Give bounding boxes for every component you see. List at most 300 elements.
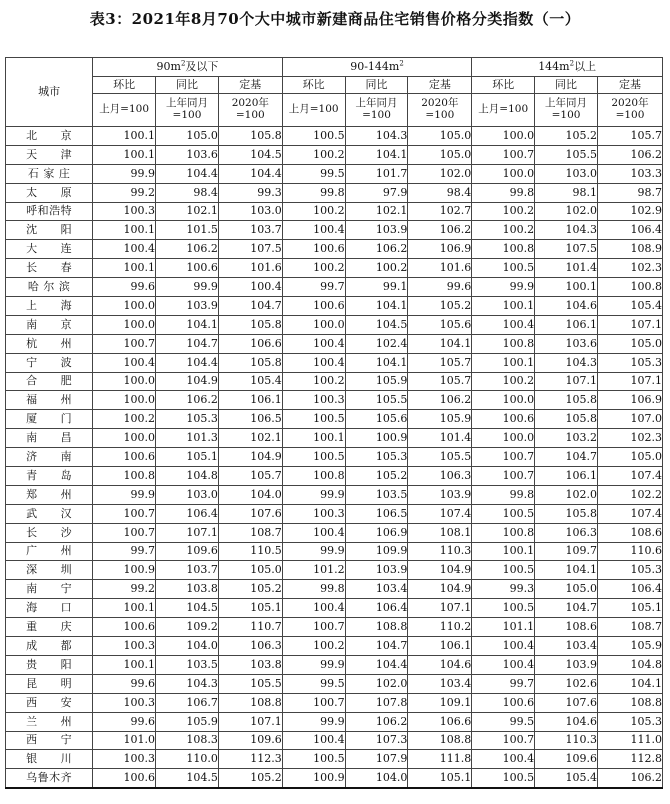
table-row	[6, 542, 663, 561]
value-cell-base-144-above: 104.1	[597, 674, 662, 693]
value-cell-yoy-90-144: 106.9	[345, 523, 408, 542]
table-row	[6, 183, 663, 202]
city-name-cell: 贵 阳	[6, 655, 93, 674]
value-cell-mom-144-above: 100.0	[472, 391, 535, 410]
value-cell-base-90-144: 105.0	[408, 127, 472, 146]
value-cell-base-144-above: 107.4	[597, 504, 662, 523]
table-title: 表3：2021年8月70个大中城市新建商品住宅销售价格分类指数（一）	[89, 10, 581, 28]
value-cell-base-90-144: 98.4	[408, 183, 472, 202]
value-cell-yoy-90-144: 97.9	[345, 183, 408, 202]
value-cell-yoy-90-144: 104.7	[345, 637, 408, 656]
value-cell-base-90-below: 112.3	[218, 750, 282, 769]
value-cell-mom-90-144: 100.0	[282, 315, 345, 334]
value-cell-mom-90-below: 99.9	[93, 485, 156, 504]
value-cell-mom-144-above: 100.5	[472, 259, 535, 278]
value-cell-mom-90-below: 100.0	[93, 315, 156, 334]
sub-header-fixed-base: 定基	[597, 77, 662, 94]
value-cell-base-90-below: 105.4	[218, 372, 282, 391]
value-cell-mom-144-above: 100.6	[472, 410, 535, 429]
value-cell-yoy-144-above: 103.4	[535, 637, 598, 656]
value-cell-base-90-below: 105.2	[218, 580, 282, 599]
value-cell-yoy-90-144: 103.5	[345, 485, 408, 504]
value-cell-mom-90-144: 100.2	[282, 259, 345, 278]
value-cell-mom-90-144: 100.9	[282, 769, 345, 788]
value-cell-yoy-90-below: 106.4	[156, 504, 219, 523]
table-row	[6, 655, 663, 674]
value-cell-mom-90-below: 100.1	[93, 221, 156, 240]
value-cell-base-90-below: 106.3	[218, 637, 282, 656]
table-row	[6, 164, 663, 183]
value-cell-mom-144-above: 99.3	[472, 580, 535, 599]
table-row	[6, 485, 663, 504]
table-header	[6, 58, 663, 127]
value-cell-yoy-90-144: 106.5	[345, 504, 408, 523]
value-cell-yoy-90-below: 102.1	[156, 202, 219, 221]
value-cell-yoy-90-below: 106.2	[156, 391, 219, 410]
table-row	[6, 561, 663, 580]
value-cell-base-144-above: 105.3	[597, 561, 662, 580]
city-name-cell: 昆 明	[6, 674, 93, 693]
value-cell-mom-90-144: 100.6	[282, 240, 345, 259]
value-cell-yoy-144-above: 103.0	[535, 164, 598, 183]
value-cell-yoy-90-144: 103.4	[345, 580, 408, 599]
table-row	[6, 353, 663, 372]
value-cell-base-90-below: 105.5	[218, 674, 282, 693]
table-row	[6, 504, 663, 523]
value-cell-mom-144-above: 100.0	[472, 429, 535, 448]
value-cell-mom-90-144: 100.5	[282, 127, 345, 146]
value-cell-yoy-90-below: 101.3	[156, 429, 219, 448]
value-cell-yoy-90-144: 106.4	[345, 599, 408, 618]
value-cell-yoy-144-above: 104.1	[535, 561, 598, 580]
value-cell-yoy-90-144: 104.1	[345, 145, 408, 164]
value-cell-yoy-90-144: 103.9	[345, 561, 408, 580]
value-cell-base-90-below: 105.7	[218, 467, 282, 486]
base-label-2020: 2020年=100	[408, 94, 472, 127]
group-header-144-above: $144m^2$以上	[472, 58, 663, 77]
value-cell-yoy-90-144: 102.0	[345, 674, 408, 693]
value-cell-yoy-144-above: 105.5	[535, 145, 598, 164]
value-cell-base-144-above: 106.4	[597, 580, 662, 599]
city-name-cell: 南 昌	[6, 429, 93, 448]
city-name-cell: 宁 波	[6, 353, 93, 372]
value-cell-mom-90-below: 100.0	[93, 372, 156, 391]
table-row	[6, 240, 663, 259]
value-cell-base-90-144: 105.5	[408, 448, 472, 467]
value-cell-yoy-144-above: 105.0	[535, 580, 598, 599]
table-row	[6, 145, 663, 164]
value-cell-mom-90-144: 100.2	[282, 202, 345, 221]
value-cell-mom-90-below: 100.6	[93, 448, 156, 467]
value-cell-base-90-144: 105.2	[408, 297, 472, 316]
value-cell-mom-90-144: 100.4	[282, 731, 345, 750]
city-name-cell: 厦 门	[6, 410, 93, 429]
value-cell-mom-90-144: 99.9	[282, 542, 345, 561]
value-cell-yoy-90-below: 104.9	[156, 372, 219, 391]
table-row	[6, 712, 663, 731]
value-cell-mom-90-below: 99.6	[93, 674, 156, 693]
value-cell-mom-144-above: 100.8	[472, 334, 535, 353]
value-cell-mom-90-below: 99.9	[93, 164, 156, 183]
value-cell-mom-144-above: 100.4	[472, 750, 535, 769]
value-cell-base-90-below: 104.9	[218, 448, 282, 467]
value-cell-yoy-144-above: 105.8	[535, 391, 598, 410]
value-cell-yoy-90-below: 109.6	[156, 542, 219, 561]
value-cell-mom-90-below: 100.3	[93, 637, 156, 656]
base-label-last-year: 上年同月=100	[156, 94, 219, 127]
city-name-cell: 石 家 庄	[6, 164, 93, 183]
value-cell-base-90-below: 105.8	[218, 353, 282, 372]
value-cell-base-144-above: 106.9	[597, 391, 662, 410]
value-cell-base-90-144: 110.2	[408, 618, 472, 637]
value-cell-mom-90-144: 100.7	[282, 618, 345, 637]
value-cell-mom-144-above: 100.1	[472, 542, 535, 561]
table-row	[6, 448, 663, 467]
city-name-cell: 长 春	[6, 259, 93, 278]
value-cell-mom-90-below: 99.2	[93, 183, 156, 202]
table-row	[6, 334, 663, 353]
sub-header-yoy: 同比	[156, 77, 219, 94]
value-cell-yoy-90-144: 107.3	[345, 731, 408, 750]
city-name-cell: 杭 州	[6, 334, 93, 353]
value-cell-mom-90-144: 99.5	[282, 164, 345, 183]
city-name-cell: 郑 州	[6, 485, 93, 504]
value-cell-yoy-144-above: 105.8	[535, 410, 598, 429]
value-cell-mom-90-144: 99.8	[282, 580, 345, 599]
value-cell-base-144-above: 107.0	[597, 410, 662, 429]
value-cell-base-90-144: 107.4	[408, 504, 472, 523]
table-row	[6, 221, 663, 240]
value-cell-base-144-above: 106.4	[597, 221, 662, 240]
value-cell-yoy-144-above: 106.1	[535, 315, 598, 334]
value-cell-mom-90-144: 99.9	[282, 712, 345, 731]
value-cell-mom-90-144: 100.4	[282, 221, 345, 240]
value-cell-mom-144-above: 100.7	[472, 145, 535, 164]
value-cell-base-90-below: 104.4	[218, 164, 282, 183]
value-cell-yoy-144-above: 103.2	[535, 429, 598, 448]
value-cell-base-90-below: 106.6	[218, 334, 282, 353]
value-cell-mom-90-below: 100.6	[93, 618, 156, 637]
value-cell-base-90-below: 104.0	[218, 485, 282, 504]
value-cell-mom-90-below: 100.3	[93, 693, 156, 712]
value-cell-yoy-144-above: 108.6	[535, 618, 598, 637]
value-cell-base-90-below: 102.1	[218, 429, 282, 448]
value-cell-yoy-144-above: 104.7	[535, 448, 598, 467]
value-cell-mom-90-144: 100.2	[282, 637, 345, 656]
value-cell-mom-144-above: 100.4	[472, 637, 535, 656]
city-name-cell: 西 安	[6, 693, 93, 712]
value-cell-base-90-144: 106.9	[408, 240, 472, 259]
value-cell-base-90-144: 105.7	[408, 372, 472, 391]
value-cell-base-90-144: 109.1	[408, 693, 472, 712]
value-cell-base-90-144: 111.8	[408, 750, 472, 769]
table-row	[6, 637, 663, 656]
value-cell-yoy-90-below: 103.0	[156, 485, 219, 504]
value-cell-yoy-144-above: 105.4	[535, 769, 598, 788]
value-cell-mom-90-144: 100.4	[282, 334, 345, 353]
value-cell-base-90-below: 105.2	[218, 769, 282, 788]
value-cell-mom-90-below: 99.6	[93, 712, 156, 731]
value-cell-mom-90-below: 100.1	[93, 655, 156, 674]
value-cell-base-90-144: 101.4	[408, 429, 472, 448]
value-cell-yoy-90-144: 99.1	[345, 278, 408, 297]
base-label-last-month: 上月=100	[282, 94, 345, 127]
value-cell-base-90-below: 107.1	[218, 712, 282, 731]
value-cell-yoy-90-below: 110.0	[156, 750, 219, 769]
value-cell-yoy-90-below: 103.9	[156, 297, 219, 316]
value-cell-base-144-above: 108.9	[597, 240, 662, 259]
value-cell-base-90-144: 104.6	[408, 655, 472, 674]
value-cell-mom-90-below: 100.1	[93, 127, 156, 146]
value-cell-base-90-below: 110.5	[218, 542, 282, 561]
sub-header-mom: 环比	[282, 77, 345, 94]
value-cell-yoy-90-below: 105.0	[156, 127, 219, 146]
value-cell-mom-90-144: 99.5	[282, 674, 345, 693]
value-cell-yoy-144-above: 102.0	[535, 485, 598, 504]
value-cell-mom-144-above: 99.9	[472, 278, 535, 297]
value-cell-base-90-144: 108.1	[408, 523, 472, 542]
value-cell-base-144-above: 108.8	[597, 693, 662, 712]
base-label-last-month: 上月=100	[93, 94, 156, 127]
table-row	[6, 297, 663, 316]
value-cell-yoy-144-above: 98.1	[535, 183, 598, 202]
value-cell-yoy-144-above: 106.1	[535, 467, 598, 486]
value-cell-yoy-144-above: 101.4	[535, 259, 598, 278]
value-cell-mom-90-below: 100.7	[93, 334, 156, 353]
value-cell-mom-144-above: 99.7	[472, 674, 535, 693]
value-cell-mom-90-144: 100.4	[282, 599, 345, 618]
value-cell-base-90-144: 108.8	[408, 731, 472, 750]
value-cell-yoy-144-above: 104.7	[535, 599, 598, 618]
value-cell-base-144-above: 105.4	[597, 297, 662, 316]
value-cell-yoy-90-below: 103.8	[156, 580, 219, 599]
value-cell-mom-144-above: 100.4	[472, 655, 535, 674]
value-cell-mom-90-below: 100.8	[93, 467, 156, 486]
value-cell-yoy-90-below: 99.9	[156, 278, 219, 297]
value-cell-base-90-below: 106.1	[218, 391, 282, 410]
value-cell-mom-90-below: 100.4	[93, 353, 156, 372]
value-cell-mom-144-above: 100.5	[472, 504, 535, 523]
value-cell-mom-90-144: 99.7	[282, 278, 345, 297]
value-cell-yoy-90-144: 107.8	[345, 693, 408, 712]
value-cell-yoy-90-below: 104.7	[156, 334, 219, 353]
city-name-cell: 广 州	[6, 542, 93, 561]
value-cell-mom-90-below: 99.6	[93, 278, 156, 297]
value-cell-mom-90-144: 99.9	[282, 655, 345, 674]
value-cell-mom-90-below: 100.9	[93, 561, 156, 580]
value-cell-base-90-below: 104.5	[218, 145, 282, 164]
city-name-cell: 合 肥	[6, 372, 93, 391]
value-cell-yoy-90-144: 104.1	[345, 353, 408, 372]
value-cell-base-90-144: 105.6	[408, 315, 472, 334]
value-cell-yoy-90-below: 101.5	[156, 221, 219, 240]
value-cell-base-90-144: 106.2	[408, 221, 472, 240]
value-cell-yoy-90-144: 100.9	[345, 429, 408, 448]
value-cell-base-90-144: 99.6	[408, 278, 472, 297]
value-cell-mom-90-below: 100.4	[93, 240, 156, 259]
value-cell-yoy-90-below: 108.3	[156, 731, 219, 750]
city-name-cell: 北 京	[6, 127, 93, 146]
value-cell-mom-144-above: 100.2	[472, 221, 535, 240]
value-cell-base-90-144: 102.0	[408, 164, 472, 183]
table-row	[6, 259, 663, 278]
value-cell-yoy-90-below: 103.5	[156, 655, 219, 674]
value-cell-yoy-90-144: 104.0	[345, 769, 408, 788]
table-row	[6, 674, 663, 693]
table-row	[6, 769, 663, 788]
value-cell-yoy-90-144: 106.2	[345, 712, 408, 731]
city-name-cell: 银 川	[6, 750, 93, 769]
value-cell-yoy-144-above: 105.2	[535, 127, 598, 146]
value-cell-base-144-above: 107.1	[597, 372, 662, 391]
value-cell-mom-144-above: 101.1	[472, 618, 535, 637]
value-cell-mom-144-above: 100.2	[472, 202, 535, 221]
value-cell-yoy-144-above: 107.5	[535, 240, 598, 259]
table-row	[6, 127, 663, 146]
value-cell-yoy-90-below: 100.6	[156, 259, 219, 278]
value-cell-base-144-above: 108.6	[597, 523, 662, 542]
table-row	[6, 391, 663, 410]
value-cell-yoy-90-144: 102.4	[345, 334, 408, 353]
value-cell-base-144-above: 105.0	[597, 334, 662, 353]
value-cell-yoy-144-above: 102.0	[535, 202, 598, 221]
value-cell-mom-144-above: 100.1	[472, 297, 535, 316]
value-cell-base-90-144: 105.1	[408, 769, 472, 788]
value-cell-mom-90-below: 100.6	[93, 769, 156, 788]
city-name-cell: 兰 州	[6, 712, 93, 731]
city-name-cell: 哈 尔 滨	[6, 278, 93, 297]
value-cell-mom-90-below: 100.0	[93, 429, 156, 448]
value-cell-yoy-90-below: 98.4	[156, 183, 219, 202]
table-row	[6, 580, 663, 599]
sub-header-yoy: 同比	[535, 77, 598, 94]
value-cell-yoy-90-144: 104.1	[345, 297, 408, 316]
sub-header-mom: 环比	[93, 77, 156, 94]
table-row	[6, 202, 663, 221]
value-cell-mom-90-144: 99.8	[282, 183, 345, 202]
value-cell-yoy-144-above: 107.1	[535, 372, 598, 391]
value-cell-mom-90-144: 100.5	[282, 448, 345, 467]
value-cell-base-144-above: 105.3	[597, 712, 662, 731]
value-cell-base-90-144: 106.2	[408, 391, 472, 410]
value-cell-mom-144-above: 100.2	[472, 372, 535, 391]
value-cell-yoy-90-below: 105.1	[156, 448, 219, 467]
value-cell-base-144-above: 102.3	[597, 429, 662, 448]
city-name-cell: 重 庆	[6, 618, 93, 637]
value-cell-mom-144-above: 100.8	[472, 240, 535, 259]
value-cell-yoy-144-above: 107.6	[535, 693, 598, 712]
value-cell-yoy-90-below: 104.8	[156, 467, 219, 486]
value-cell-mom-90-144: 100.3	[282, 504, 345, 523]
value-cell-mom-144-above: 100.6	[472, 693, 535, 712]
value-cell-yoy-90-below: 105.9	[156, 712, 219, 731]
value-cell-yoy-90-below: 105.3	[156, 410, 219, 429]
value-cell-mom-90-144: 100.7	[282, 693, 345, 712]
city-name-cell: 太 原	[6, 183, 93, 202]
value-cell-yoy-90-below: 103.7	[156, 561, 219, 580]
value-cell-mom-144-above: 100.5	[472, 561, 535, 580]
value-cell-mom-144-above: 99.8	[472, 183, 535, 202]
value-cell-mom-90-144: 100.2	[282, 145, 345, 164]
value-cell-mom-90-144: 100.4	[282, 353, 345, 372]
table-body	[6, 127, 663, 789]
value-cell-base-90-below: 100.4	[218, 278, 282, 297]
value-cell-yoy-144-above: 109.6	[535, 750, 598, 769]
value-cell-base-90-144: 105.9	[408, 410, 472, 429]
value-cell-base-90-144: 106.3	[408, 467, 472, 486]
value-cell-base-144-above: 107.4	[597, 467, 662, 486]
value-cell-base-144-above: 106.2	[597, 769, 662, 788]
value-cell-mom-144-above: 100.7	[472, 731, 535, 750]
value-cell-base-144-above: 100.8	[597, 278, 662, 297]
value-cell-yoy-90-144: 105.5	[345, 391, 408, 410]
value-cell-base-90-144: 106.1	[408, 637, 472, 656]
value-cell-base-90-144: 106.6	[408, 712, 472, 731]
value-cell-mom-90-below: 100.1	[93, 259, 156, 278]
value-cell-yoy-144-above: 102.6	[535, 674, 598, 693]
value-cell-base-144-above: 105.0	[597, 448, 662, 467]
value-cell-base-90-below: 108.7	[218, 523, 282, 542]
table-row	[6, 731, 663, 750]
value-cell-mom-144-above: 100.8	[472, 523, 535, 542]
city-name-cell: 长 沙	[6, 523, 93, 542]
value-cell-yoy-144-above: 104.3	[535, 353, 598, 372]
value-cell-mom-90-below: 101.0	[93, 731, 156, 750]
value-cell-mom-90-144: 100.2	[282, 372, 345, 391]
value-cell-base-144-above: 112.8	[597, 750, 662, 769]
value-cell-yoy-90-144: 104.5	[345, 315, 408, 334]
value-cell-yoy-144-above: 109.7	[535, 542, 598, 561]
value-cell-yoy-90-144: 101.7	[345, 164, 408, 183]
value-cell-base-90-below: 110.7	[218, 618, 282, 637]
value-cell-yoy-90-below: 107.1	[156, 523, 219, 542]
value-cell-base-144-above: 107.1	[597, 315, 662, 334]
table-row	[6, 750, 663, 769]
value-cell-base-144-above: 102.2	[597, 485, 662, 504]
price-index-table	[5, 57, 663, 789]
value-cell-base-144-above: 102.3	[597, 259, 662, 278]
value-cell-mom-144-above: 100.5	[472, 769, 535, 788]
value-cell-base-90-below: 107.6	[218, 504, 282, 523]
city-name-cell: 济 南	[6, 448, 93, 467]
value-cell-base-90-below: 99.3	[218, 183, 282, 202]
value-cell-yoy-90-144: 105.6	[345, 410, 408, 429]
value-cell-yoy-144-above: 103.9	[535, 655, 598, 674]
city-name-cell: 上 海	[6, 297, 93, 316]
value-cell-base-90-below: 103.8	[218, 655, 282, 674]
value-cell-base-90-144: 105.0	[408, 145, 472, 164]
table-row	[6, 599, 663, 618]
value-cell-base-144-above: 106.2	[597, 145, 662, 164]
value-cell-mom-90-below: 100.1	[93, 599, 156, 618]
value-cell-mom-144-above: 100.7	[472, 467, 535, 486]
value-cell-base-144-above: 105.1	[597, 599, 662, 618]
value-cell-mom-144-above: 100.7	[472, 448, 535, 467]
value-cell-yoy-90-below: 104.3	[156, 674, 219, 693]
value-cell-yoy-144-above: 110.3	[535, 731, 598, 750]
value-cell-base-90-below: 107.5	[218, 240, 282, 259]
value-cell-yoy-144-above: 100.1	[535, 278, 598, 297]
sub-header-mom: 环比	[472, 77, 535, 94]
value-cell-yoy-90-below: 104.1	[156, 315, 219, 334]
city-name-cell: 天 津	[6, 145, 93, 164]
base-label-2020: 2020年=100	[597, 94, 662, 127]
value-cell-base-144-above: 103.3	[597, 164, 662, 183]
value-cell-yoy-144-above: 104.6	[535, 712, 598, 731]
table-row	[6, 278, 663, 297]
value-cell-base-144-above: 105.3	[597, 353, 662, 372]
group-header-90-144: $90-144m^2$	[282, 58, 472, 77]
